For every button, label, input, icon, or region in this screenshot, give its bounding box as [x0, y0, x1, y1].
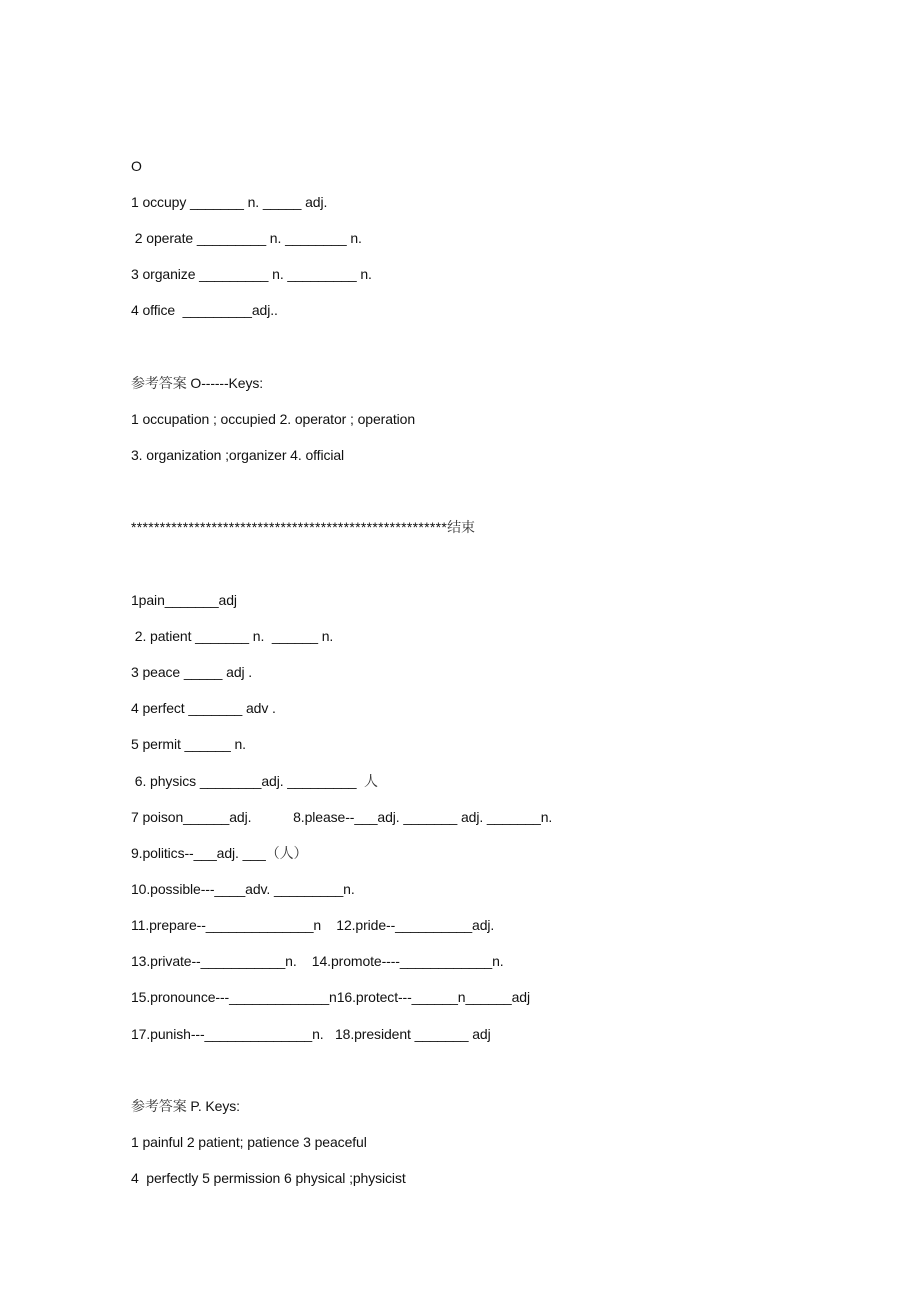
exercise-p-5: 5 permit ______ n.: [131, 736, 246, 752]
exercise-p-10: 10.possible---____adv. _________n.: [131, 881, 355, 897]
answer-p-line-2: 4 perfectly 5 permission 6 physical ;physicist: [131, 1170, 406, 1186]
exercise-p-2: 2. patient _______ n. ______ n.: [131, 628, 334, 644]
answer-key-p-heading: [131, 1096, 240, 1117]
exercise-p-11-12: 11.prepare--______________n 12.pride--__________adj.: [131, 917, 495, 933]
exercise-p-1: 1pain_______adj: [131, 592, 237, 608]
exercise-o-2: 2 operate _________ n. ________ n.: [131, 230, 362, 246]
exercise-p-13-14: 13.private--___________n. 14.promote----____________n.: [131, 953, 504, 969]
exercise-o-1: 1 occupy _______ n. _____ adj.: [131, 194, 328, 210]
answer-o-line-1: 1 occupation ; occupied 2. operator ; operation: [131, 411, 416, 427]
asterisk-divider: *******************************************************: [131, 519, 448, 535]
exercise-p-9: [131, 843, 307, 864]
section-divider: [131, 517, 475, 538]
person-label: 人: [364, 774, 378, 790]
exercise-p-17-18: 17.punish---______________n. 18.president _______ adj: [131, 1026, 491, 1042]
exercise-o-4: 4 office _________adj..: [131, 302, 278, 318]
exercise-p-4: 4 perfect _______ adv .: [131, 700, 276, 716]
answer-key-o-heading: [131, 373, 263, 394]
answer-o-line-2: 3. organization ;organizer 4. official: [131, 447, 345, 463]
answer-p-line-1: 1 painful 2 patient; patience 3 peaceful: [131, 1134, 367, 1150]
section-o-heading: O: [131, 158, 142, 174]
exercise-o-3: 3 organize _________ n. _________ n.: [131, 266, 372, 282]
person-label-parenthesized: （人）: [265, 846, 308, 862]
exercise-p-3: 3 peace _____ adj .: [131, 664, 253, 680]
exercise-p-6: [131, 771, 378, 792]
answer-key-label-rest: O------Keys:: [186, 375, 264, 391]
answer-key-label-cjk: 参考答案: [131, 376, 187, 392]
exercise-p-6-text: 6. physics ________adj. _________: [131, 773, 365, 789]
answer-key-label-rest: P. Keys:: [186, 1098, 240, 1114]
exercise-p-15-16: 15.pronounce---_____________n16.protect---______n______adj: [131, 989, 530, 1005]
end-label: 结束: [447, 520, 475, 536]
answer-key-label-cjk: 参考答案: [131, 1099, 187, 1115]
exercise-p-9-text: 9.politics--___adj. ___: [131, 845, 266, 861]
exercise-p-7-8: 7 poison______adj. 8.please--___adj. _______ adj. _______n.: [131, 809, 553, 825]
